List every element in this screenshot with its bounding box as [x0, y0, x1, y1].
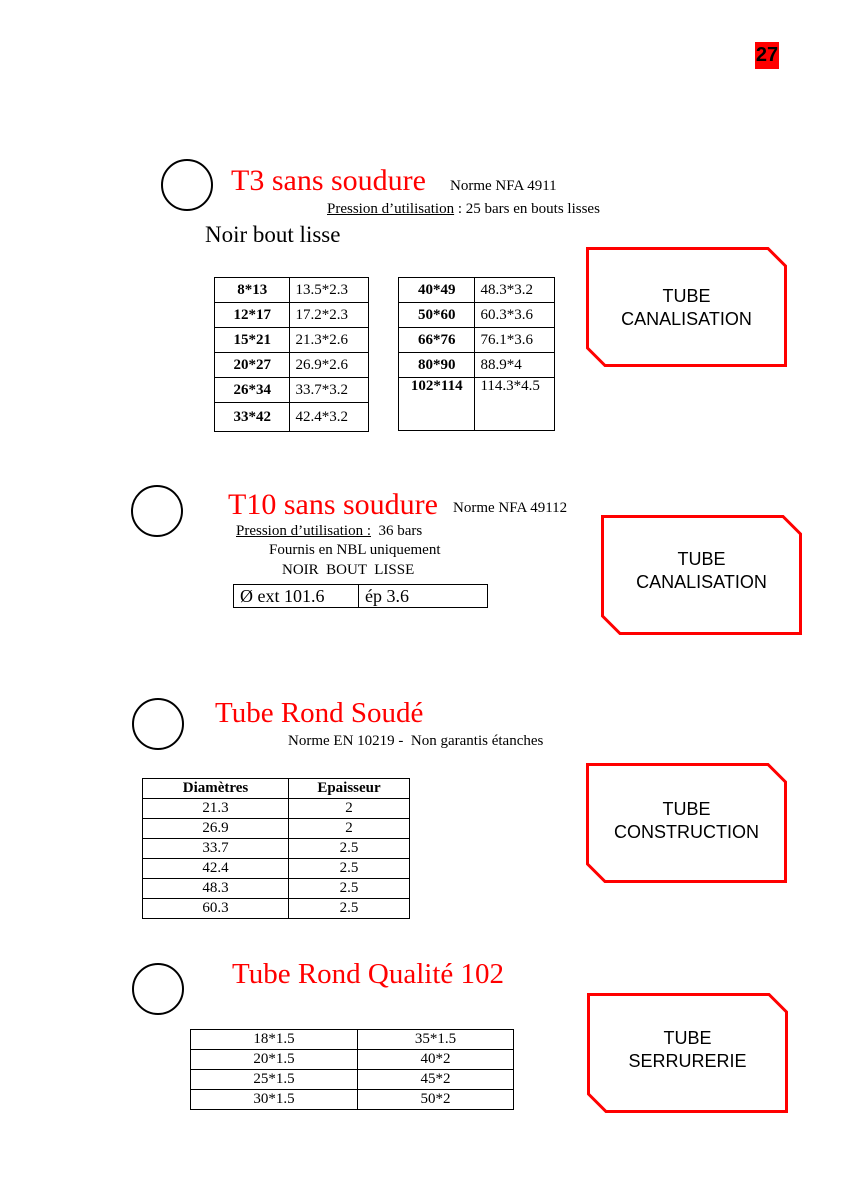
thickness-cell: 2 — [289, 819, 410, 839]
table-row — [215, 353, 369, 378]
size-cell: 102*114 — [399, 378, 475, 403]
diameter-cell: 60.3 — [143, 899, 289, 919]
dimension-cell: 21.3*2.6 — [290, 328, 369, 353]
badge-line1: TUBE — [662, 799, 711, 819]
t3-pression-label: Pression d’utilisation — [327, 201, 455, 217]
rond-soude-title: Tube Rond Soudé — [215, 697, 424, 729]
thickness-cell: 2.5 — [289, 899, 410, 919]
dimension-cell: 76.1*3.6 — [475, 328, 555, 353]
table-row — [191, 1030, 514, 1050]
t3-pression-value: : 25 bars en bouts lisses — [454, 201, 600, 217]
t10-ext: Ø ext 101.6 — [234, 585, 359, 608]
size-cell: 26*34 — [215, 378, 290, 403]
checkbox-circle-t3[interactable] — [161, 159, 213, 211]
table-row — [399, 378, 555, 403]
diameter-cell: 21.3 — [143, 799, 289, 819]
t3-table-right — [398, 277, 555, 431]
table-row — [399, 353, 555, 378]
dimension-cell — [475, 402, 555, 431]
size-cell: 45*2 — [358, 1070, 514, 1090]
dimension-cell: 60.3*3.6 — [475, 303, 555, 328]
thickness-cell: 2 — [289, 799, 410, 819]
t10-table — [233, 584, 488, 608]
size-cell: 20*1.5 — [191, 1050, 358, 1070]
t3-subtitle: Noir bout lisse — [205, 222, 341, 247]
size-cell: 30*1.5 — [191, 1090, 358, 1110]
size-cell: 66*76 — [399, 328, 475, 353]
t10-pression — [236, 523, 422, 540]
badge-line1: TUBE — [663, 1028, 712, 1048]
table-row — [143, 819, 410, 839]
table-row — [215, 303, 369, 328]
thickness-cell: 2.5 — [289, 879, 410, 899]
table-row — [143, 799, 410, 819]
table-row — [215, 378, 369, 403]
badge-line2: SERRURERIE — [628, 1051, 747, 1071]
checkbox-circle-t10[interactable] — [131, 485, 183, 537]
size-cell: 50*60 — [399, 303, 475, 328]
badge-line1: TUBE — [662, 286, 711, 306]
checkbox-circle-qualite102[interactable] — [132, 963, 184, 1015]
table-row — [215, 403, 369, 432]
qualite102-table — [190, 1029, 514, 1110]
size-cell: 18*1.5 — [191, 1030, 358, 1050]
dimension-cell: 48.3*3.2 — [475, 278, 555, 303]
size-cell: 15*21 — [215, 328, 290, 353]
table-row — [143, 879, 410, 899]
size-cell: 50*2 — [358, 1090, 514, 1110]
size-cell: 35*1.5 — [358, 1030, 514, 1050]
diameter-cell: 26.9 — [143, 819, 289, 839]
dimension-cell: 88.9*4 — [475, 353, 555, 378]
rond-soude-table — [142, 778, 410, 919]
table-row — [143, 899, 410, 919]
table-row — [399, 402, 555, 431]
table-row — [191, 1070, 514, 1090]
dimension-cell: 42.4*3.2 — [290, 403, 369, 432]
table-row — [143, 839, 410, 859]
badge-line2: CANALISATION — [636, 572, 767, 592]
table-row — [191, 1090, 514, 1110]
t3-norme: Norme NFA 4911 — [450, 178, 557, 194]
rond-soude-norme: Norme EN 10219 - Non garantis étanches — [288, 733, 544, 749]
size-cell: 25*1.5 — [191, 1070, 358, 1090]
t10-pression-label: Pression d’utilisation : — [236, 523, 371, 539]
checkbox-circle-rond-soude[interactable] — [132, 698, 184, 750]
t10-pression-value: 36 bars — [378, 523, 423, 539]
thickness-cell: 2.5 — [289, 839, 410, 859]
table-row — [143, 859, 410, 879]
dimension-cell: 13.5*2.3 — [290, 278, 369, 303]
column-header: Epaisseur — [289, 779, 410, 799]
badge-tube-canalisation-t3 — [586, 247, 787, 367]
qualite102-title: Tube Rond Qualité 102 — [232, 958, 505, 990]
dimension-cell: 17.2*2.3 — [290, 303, 369, 328]
table-row — [399, 278, 555, 303]
badge-tube-construction — [586, 763, 787, 883]
size-cell: 12*17 — [215, 303, 290, 328]
table-row — [399, 328, 555, 353]
table-row — [215, 328, 369, 353]
size-cell: 33*42 — [215, 403, 290, 432]
badge-tube-serrurerie — [587, 993, 788, 1113]
table-row — [399, 303, 555, 328]
size-cell: 80*90 — [399, 353, 475, 378]
size-cell: 40*2 — [358, 1050, 514, 1070]
badge-tube-canalisation-t10 — [601, 515, 802, 635]
table-row — [191, 1050, 514, 1070]
t10-ep: ép 3.6 — [359, 585, 488, 608]
size-cell: 40*49 — [399, 278, 475, 303]
size-cell: 20*27 — [215, 353, 290, 378]
t10-title: T10 sans soudure — [228, 488, 438, 521]
dimension-cell: 33.7*3.2 — [290, 378, 369, 403]
t3-table-left — [214, 277, 369, 432]
thickness-cell: 2.5 — [289, 859, 410, 879]
t3-pression — [327, 201, 600, 218]
page-number: 27 — [755, 42, 779, 69]
table-row — [215, 278, 369, 303]
badge-line1: TUBE — [677, 549, 726, 569]
badge-line2: CANALISATION — [621, 309, 752, 329]
t3-title: T3 sans soudure — [231, 164, 426, 197]
size-cell — [399, 402, 475, 431]
column-header: Diamètres — [143, 779, 289, 799]
size-cell: 8*13 — [215, 278, 290, 303]
dimension-cell: 114.3*4.5 — [475, 378, 555, 403]
dimension-cell: 26.9*2.6 — [290, 353, 369, 378]
diameter-cell: 33.7 — [143, 839, 289, 859]
t10-fournis: Fournis en NBL uniquement — [269, 542, 441, 558]
t10-norme: Norme NFA 49112 — [453, 500, 568, 516]
t10-noir: NOIR BOUT LISSE — [282, 562, 415, 578]
diameter-cell: 42.4 — [143, 859, 289, 879]
badge-line2: CONSTRUCTION — [614, 822, 759, 842]
diameter-cell: 48.3 — [143, 879, 289, 899]
